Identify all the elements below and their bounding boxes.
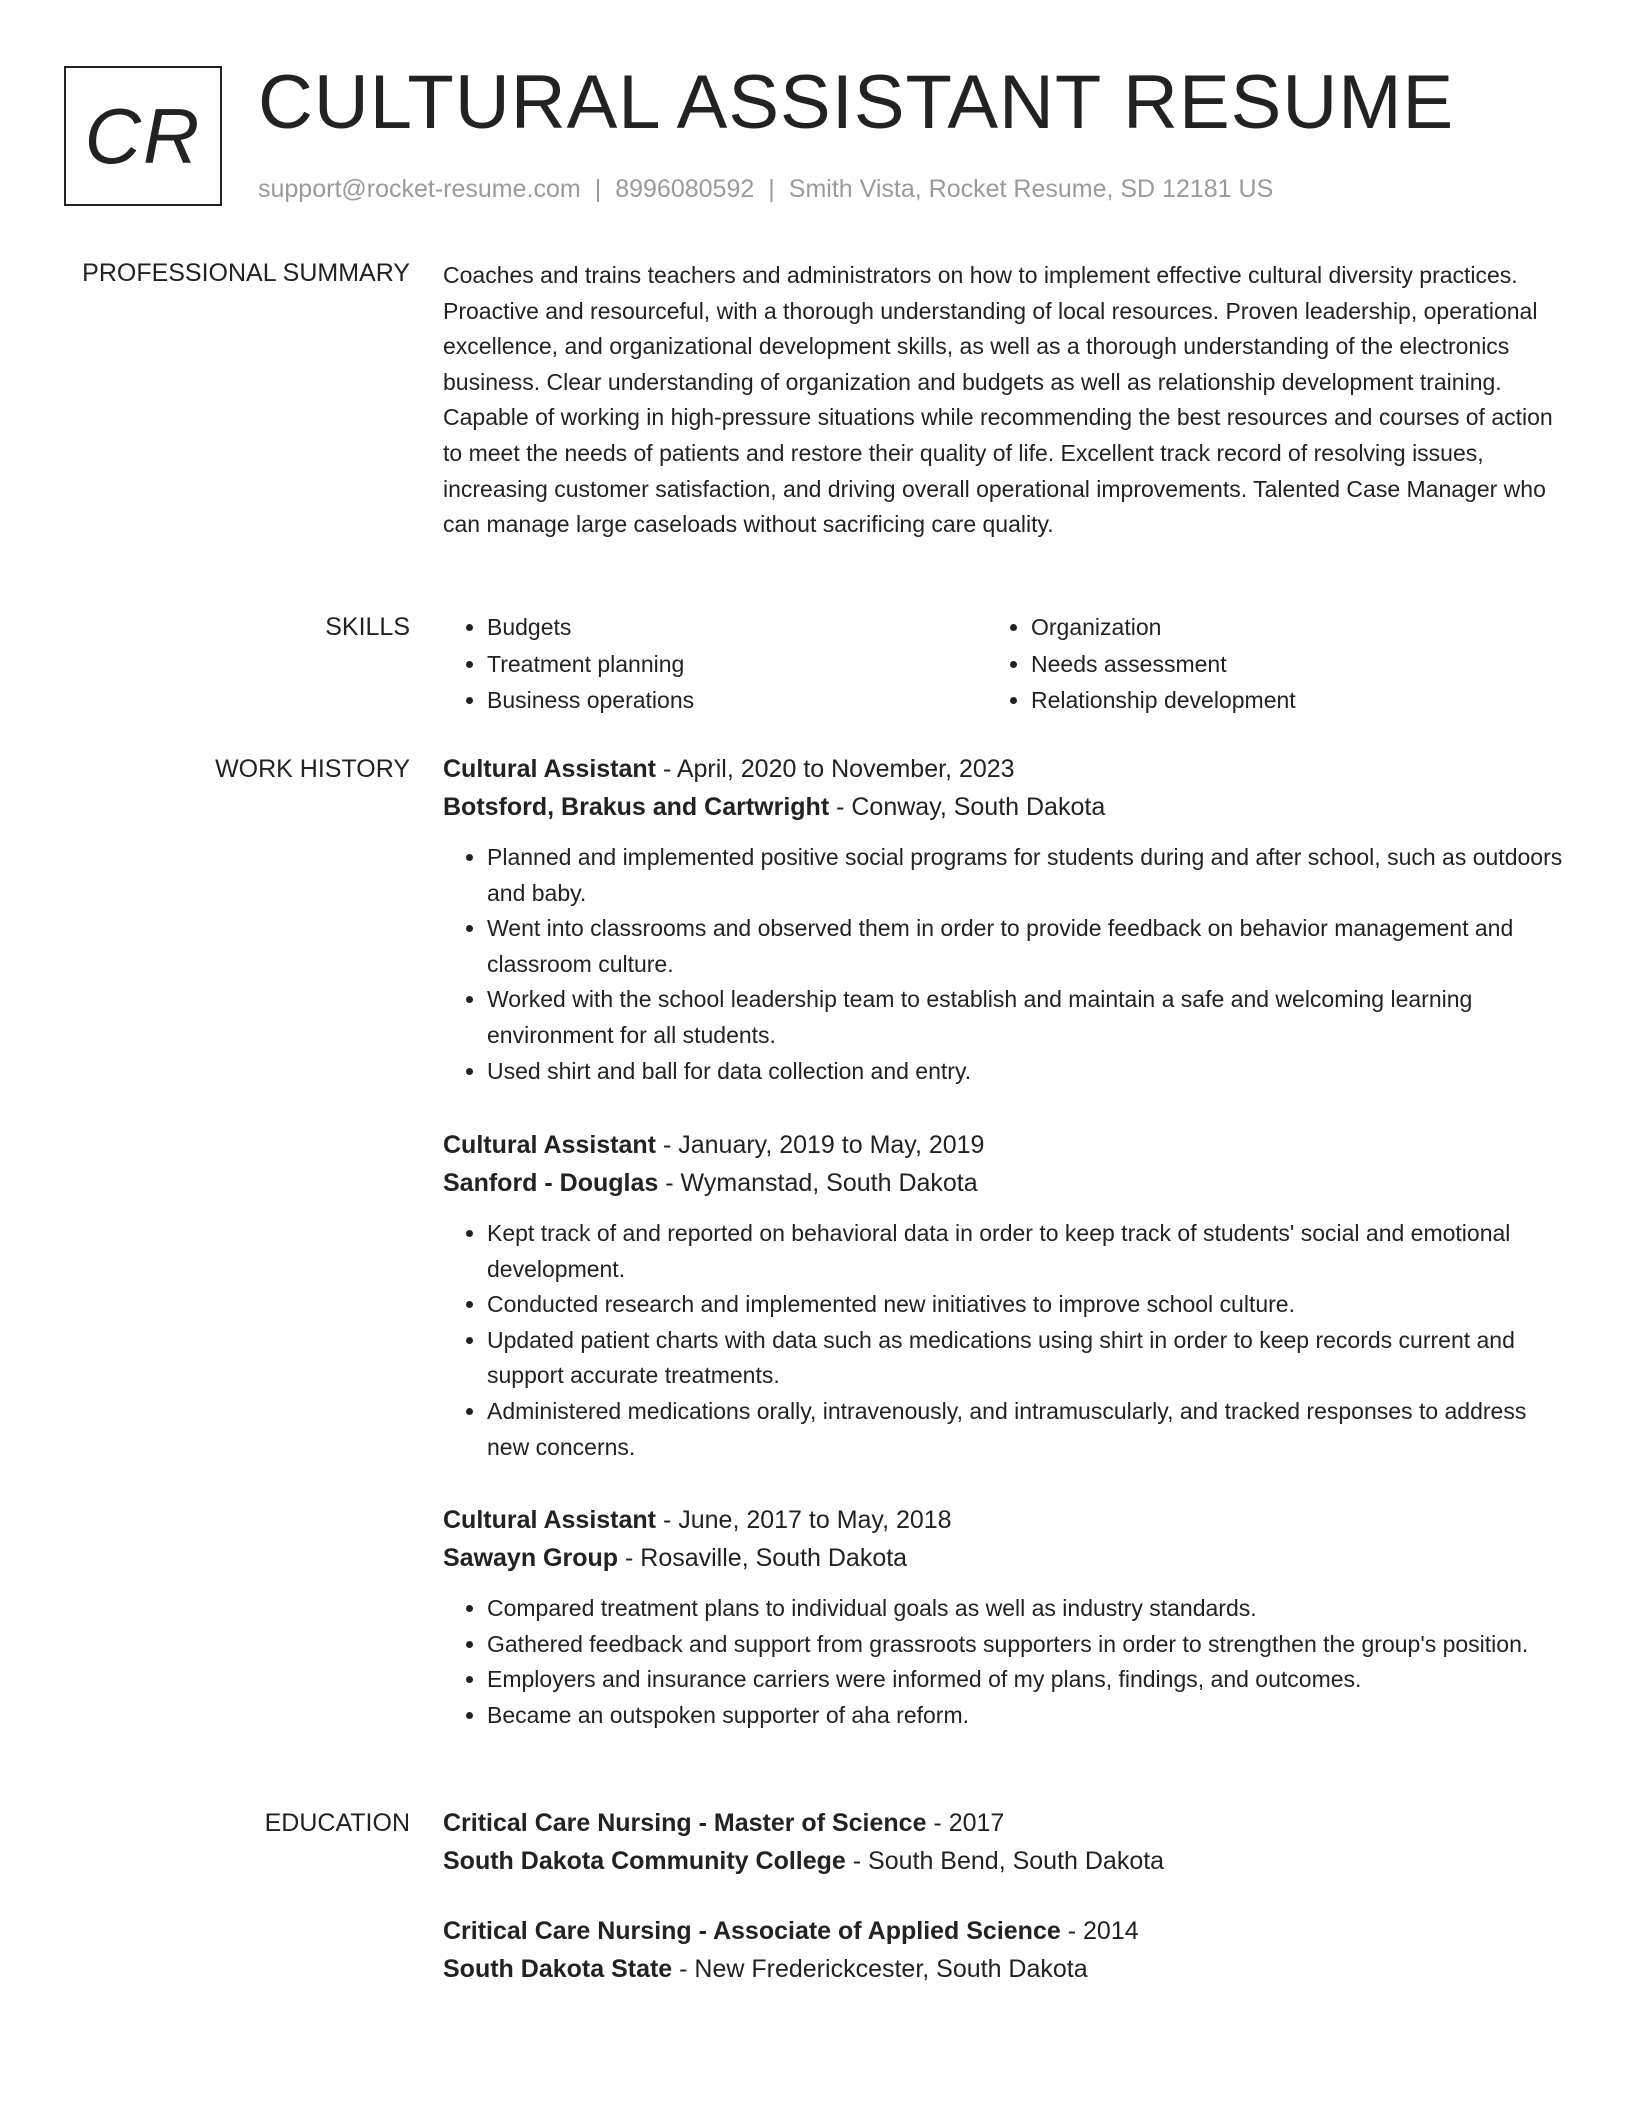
job-bullets (443, 840, 1563, 1089)
job-bullet: • Used shirt and ball for data collection and entry. (487, 1054, 1563, 1090)
summary-text: Coaches and trains teachers and administrators on how to implement effective cultural diversity practices. Proactive and resourceful, with a thorough understanding of local resources. Proven leadership, operational excellence, and organizational development skills, as well as a thorough understanding of the electronics business. Clear understanding of organization and budgets as well as relationship development training. Capable of working in high-pressure situations while recommending the best resources and courses of action to meet the needs of patients and restore their quality of life. Excellent track record of resolving issues, increasing customer satisfaction, and driving overall operational improvements. Talented Case Manager who can manage large caseloads without sacrificing care quality. (443, 262, 1553, 538)
company-name: Botsford, Brakus and Cartwright (443, 793, 830, 821)
job-bullets (443, 1216, 1563, 1465)
job-bullet: • Employers and insurance carriers were informed of my plans, findings, and outcomes. (487, 1662, 1563, 1698)
job-company-line (443, 788, 1563, 826)
education-entry (443, 1912, 1563, 1988)
separator: | (594, 175, 602, 203)
job-bullet: • Planned and implemented positive social programs for students during and after school, such as outdoors and baby. (487, 840, 1563, 911)
section-label-skills: SKILLS (325, 613, 410, 641)
job-bullet: • Became an outspoken supporter of aha reform. (487, 1698, 1563, 1734)
job-dates: - June, 2017 to May, 2018 (656, 1506, 952, 1534)
job-bullet: • Administered medications orally, intravenously, and intramuscularly, and tracked responses to address new concerns. (487, 1394, 1563, 1465)
job-title: Cultural Assistant (443, 1506, 657, 1534)
job-bullet: • Kept track of and reported on behavioral data in order to keep track of students' social and emotional development. (487, 1216, 1563, 1287)
company-name: Sanford - Douglas (443, 1169, 659, 1197)
job-entry (443, 1501, 1563, 1733)
job-title-line (443, 1126, 1563, 1164)
address-text: Smith Vista, Rocket Resume, SD 12181 US (788, 175, 1274, 203)
section-label-education: EDUCATION (264, 1809, 410, 1837)
degree-line (443, 1912, 1563, 1950)
job-dates: - January, 2019 to May, 2019 (656, 1131, 985, 1159)
job-title-line (443, 1501, 1563, 1539)
skill-item: • Needs assessment (1031, 646, 1551, 683)
skill-item: • Business operations (487, 682, 987, 719)
job-bullet: • Conducted research and implemented new initiatives to improve school culture. (487, 1287, 1563, 1323)
summary-section (443, 258, 1563, 543)
education-entry (443, 1804, 1563, 1880)
contact-line (258, 174, 1273, 204)
company-location: - Conway, South Dakota (829, 793, 1106, 821)
monogram-logo: CR (64, 66, 222, 206)
degree-year: - 2014 (1060, 1917, 1139, 1945)
school-line (443, 1950, 1563, 1988)
job-dates: - April, 2020 to November, 2023 (656, 755, 1015, 783)
skill-item: • Relationship development (1031, 682, 1551, 719)
degree-line (443, 1804, 1563, 1842)
job-title: Cultural Assistant (443, 755, 657, 783)
skills-column (443, 609, 987, 719)
job-entry (443, 1126, 1563, 1465)
skill-item: • Budgets (487, 609, 987, 646)
job-company-line (443, 1164, 1563, 1202)
job-bullet: • Went into classrooms and observed them in order to provide feedback on behavior management and classroom culture. (487, 911, 1563, 982)
school-name: South Dakota Community College (443, 1847, 846, 1875)
email-text: support@rocket-resume.com (258, 175, 581, 203)
job-bullet: • Updated patient charts with data such as medications using shirt in order to keep records current and support accurate treatments. (487, 1323, 1563, 1394)
job-bullet: • Gathered feedback and support from grassroots supporters in order to strengthen the group's position. (487, 1627, 1563, 1663)
job-entry (443, 750, 1563, 1089)
degree-year: - 2017 (926, 1809, 1005, 1837)
job-title-line (443, 750, 1563, 788)
job-title: Cultural Assistant (443, 1131, 657, 1159)
skill-item: • Organization (1031, 609, 1551, 646)
degree-name: Critical Care Nursing - Master of Science (443, 1809, 927, 1837)
company-location: - Rosaville, South Dakota (618, 1544, 908, 1572)
job-bullet: • Worked with the school leadership team to establish and maintain a safe and welcoming learning environment for all students. (487, 982, 1563, 1053)
resume-title: CULTURAL ASSISTANT RESUME (258, 60, 1455, 145)
section-label-work: WORK HISTORY (215, 755, 410, 783)
job-company-line (443, 1539, 1563, 1577)
job-bullets (443, 1591, 1563, 1733)
school-line (443, 1842, 1563, 1880)
degree-name: Critical Care Nursing - Associate of Applied Science (443, 1917, 1061, 1945)
company-location: - Wymanstad, South Dakota (658, 1169, 978, 1197)
skills-column (987, 609, 1551, 719)
skill-item: • Treatment planning (487, 646, 987, 683)
phone-text: 8996080592 (615, 175, 755, 203)
section-label-summary: PROFESSIONAL SUMMARY (82, 259, 410, 287)
company-name: Sawayn Group (443, 1544, 619, 1572)
separator: | (768, 175, 775, 203)
school-location: - South Bend, South Dakota (845, 1847, 1165, 1875)
skills-section (443, 609, 1563, 719)
job-bullet: • Compared treatment plans to individual goals as well as industry standards. (487, 1591, 1563, 1627)
school-name: South Dakota State (443, 1955, 673, 1983)
school-location: - New Frederickcester, South Dakota (672, 1955, 1088, 1983)
